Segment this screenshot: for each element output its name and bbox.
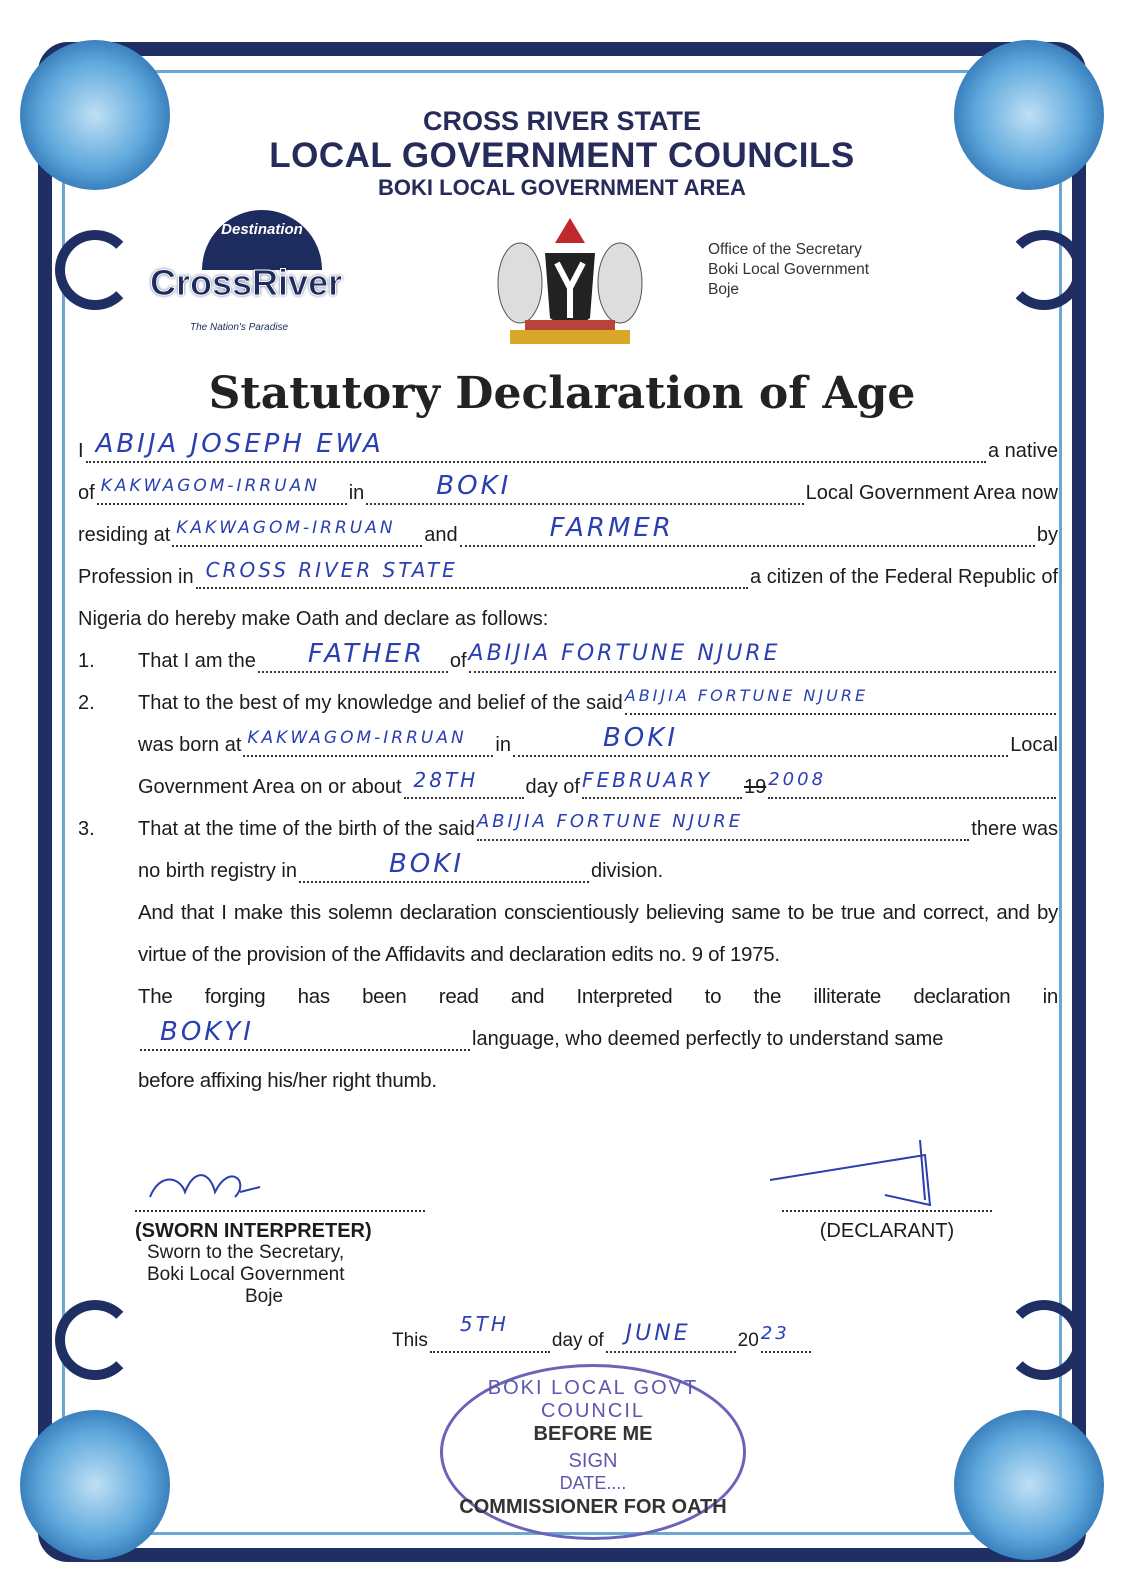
child-name: ABIJIA FORTUNE NJURE — [476, 811, 744, 832]
office-address: Office of the Secretary Boki Local Government Boje — [708, 241, 870, 298]
commissioner-stamp: BOKI LOCAL GOVT COUNCIL BEFORE ME SIGN DATE.... COMMISSIONER FOR OATH — [440, 1364, 746, 1540]
residence: KAKWAGOM-IRRUAN — [176, 518, 396, 538]
interpretation-statement: The forging has been read and Interpreted to the illiterate declaration in — [138, 985, 1058, 1008]
birth-place: KAKWAGOM-IRRUAN — [247, 728, 467, 748]
sworn-day: 5TH — [459, 1312, 509, 1336]
relation: FATHER — [307, 639, 426, 669]
division-name: BOKI — [388, 849, 464, 879]
interpreter-block: (SWORN INTERPRETER) Sworn to the Secretary, Boki Local Government Boje — [135, 1210, 425, 1308]
coat-of-arms-icon — [485, 208, 655, 358]
profession-state: CROSS RIVER STATE — [205, 558, 458, 582]
language: BOKYI — [160, 1017, 254, 1047]
declarant-label: (DECLARANT) — [782, 1210, 992, 1243]
sworn-date: This 5TH day of JUNE 20 23 — [392, 1320, 912, 1362]
child-name: ABIJIA FORTUNE NJURE — [624, 686, 869, 705]
letterhead — [0, 106, 1124, 201]
declarant-name: ABIJA JOSEPH EWA — [95, 429, 384, 459]
swirl-ornament — [55, 230, 135, 310]
child-name: ABIJIA FORTUNE NJURE — [468, 641, 781, 666]
occupation: FARMER — [549, 513, 674, 543]
corner-ornament — [954, 1410, 1104, 1560]
swirl-ornament — [1004, 230, 1084, 310]
document-title: Statutory Declaration of Age — [208, 368, 916, 419]
native-village: KAKWAGOM-IRRUAN — [100, 476, 320, 496]
councils-name: LOCAL GOVERNMENT COUNCILS — [269, 136, 855, 175]
area-name: BOKI LOCAL GOVERNMENT AREA — [378, 175, 746, 200]
cross-river-logo: Destination CrossRiver The Nation's Paradise — [150, 210, 330, 330]
birth-day: 28TH — [413, 768, 479, 792]
interpreter-signature — [140, 1152, 300, 1208]
declarant-thumbprint-mark — [760, 1130, 950, 1208]
sworn-year: 23 — [760, 1323, 790, 1344]
swirl-ornament — [1004, 1300, 1084, 1380]
corner-ornament — [20, 1410, 170, 1560]
state-name: CROSS RIVER STATE — [422, 106, 702, 136]
birth-lga: BOKI — [602, 723, 678, 753]
solemn-declaration: And that I make this solemn declaration conscientiously believing same to be true and correct, and by virtue of the provision of the Affidavits and declaration edits no. 9 of 1975. — [138, 901, 1058, 966]
birth-year: 2008 — [768, 769, 827, 790]
declaration-form: I ABIJA JOSEPH EWA a native of KAKWAGOM-IRRUAN in BOKI Local Government Area now residing at KAKWAGOM-IRRUAN and FARMER by Profession in CROSS RIVER STATE a citizen of the Federal Republic of Nigeria do hereby make Oath and declare as follows: 1. That I am the FATHER of ABIJIA FORTUNE NJURE 2. That to the best of my knowledge and belief of the said ABIJIA FORTUNE NJURE was born at KAKWAGOM-IRRUAN in BOKI Local Government Area on or about 28TH day of FEBRUARY 19 2008 3. That at the time of the birth of the said ABIJIA FORTUNE NJURE there was no birth registry in BOKI division. And that I make this solemn declaration conscientiously believing same to be true and correct, and by virtue of the provision of the Affidavits and declaration edits no. 9 of 1975. The forging has been read and Interpreted to the illiterate declaration in BOKYI language, who deemed perfectly to understand same before affixing his/her right thumb. — [78, 430, 1058, 1102]
native-lga: BOKI — [436, 471, 512, 501]
sworn-month: JUNE — [625, 1321, 691, 1346]
birth-month: FEBRUARY — [581, 768, 713, 792]
swirl-ornament — [55, 1300, 135, 1380]
